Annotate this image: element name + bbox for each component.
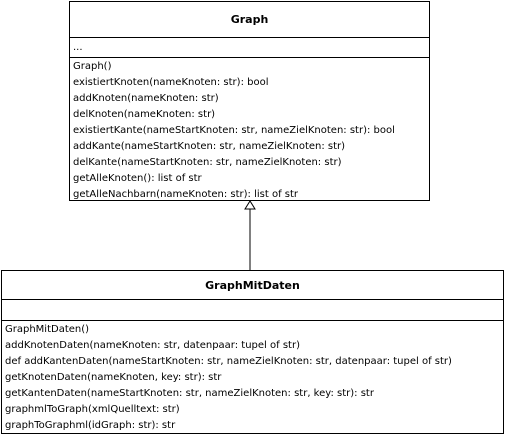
operation: getKnotenDaten(nameKnoten, key: str): str xyxy=(5,372,222,383)
operation: addKnoten(nameKnoten: str) xyxy=(73,93,219,104)
operation: delKante(nameStartKnoten: str, nameZielKnoten: str) xyxy=(73,157,342,168)
operation: addKante(nameStartKnoten: str, nameZielKnoten: str) xyxy=(73,141,346,152)
class-graph-attributes xyxy=(70,38,429,58)
class-graph-mit-daten-operation-list xyxy=(5,322,503,434)
class-graph-mit-daten-attributes xyxy=(2,300,503,321)
class-graph-operations xyxy=(70,58,429,203)
operation: existiertKnoten(nameKnoten: str): bool xyxy=(73,77,269,88)
operation: GraphMitDaten() xyxy=(5,324,90,335)
operation: Graph() xyxy=(73,61,112,72)
class-graph-mit-daten[interactable] xyxy=(1,270,504,434)
class-graph-mit-daten-name: GraphMitDaten xyxy=(2,271,503,300)
operation: existiertKante(nameStartKnoten: str, nameZielKnoten: str): bool xyxy=(73,125,395,136)
operation: getKantenDaten(nameStartKnoten: str, nameZielKnoten: str, key: str): str xyxy=(5,388,374,399)
operation: getAlleNachbarn(nameKnoten: str): list of str xyxy=(73,189,299,200)
class-graph-operation-list xyxy=(73,59,429,203)
operation: def addKantenDaten(nameStartKnoten: str, nameZielKnoten: str, datenpaar: tupel of str) xyxy=(5,356,452,367)
class-graph-name: Graph xyxy=(70,2,429,38)
class-graph-mit-daten-operations xyxy=(2,321,503,434)
operation: addKnotenDaten(nameKnoten: str, datenpaar: tupel of str) xyxy=(5,340,300,351)
operation: delKnoten(nameKnoten: str) xyxy=(73,109,216,120)
operation: getAlleKnoten(): list of str xyxy=(73,173,202,184)
class-graph-attribute: ... xyxy=(73,42,83,53)
operation: graphToGraphml(idGraph: str): str xyxy=(5,420,176,431)
class-graph[interactable] xyxy=(69,1,430,201)
operation: graphmlToGraph(xmlQuelltext: str) xyxy=(5,404,180,415)
